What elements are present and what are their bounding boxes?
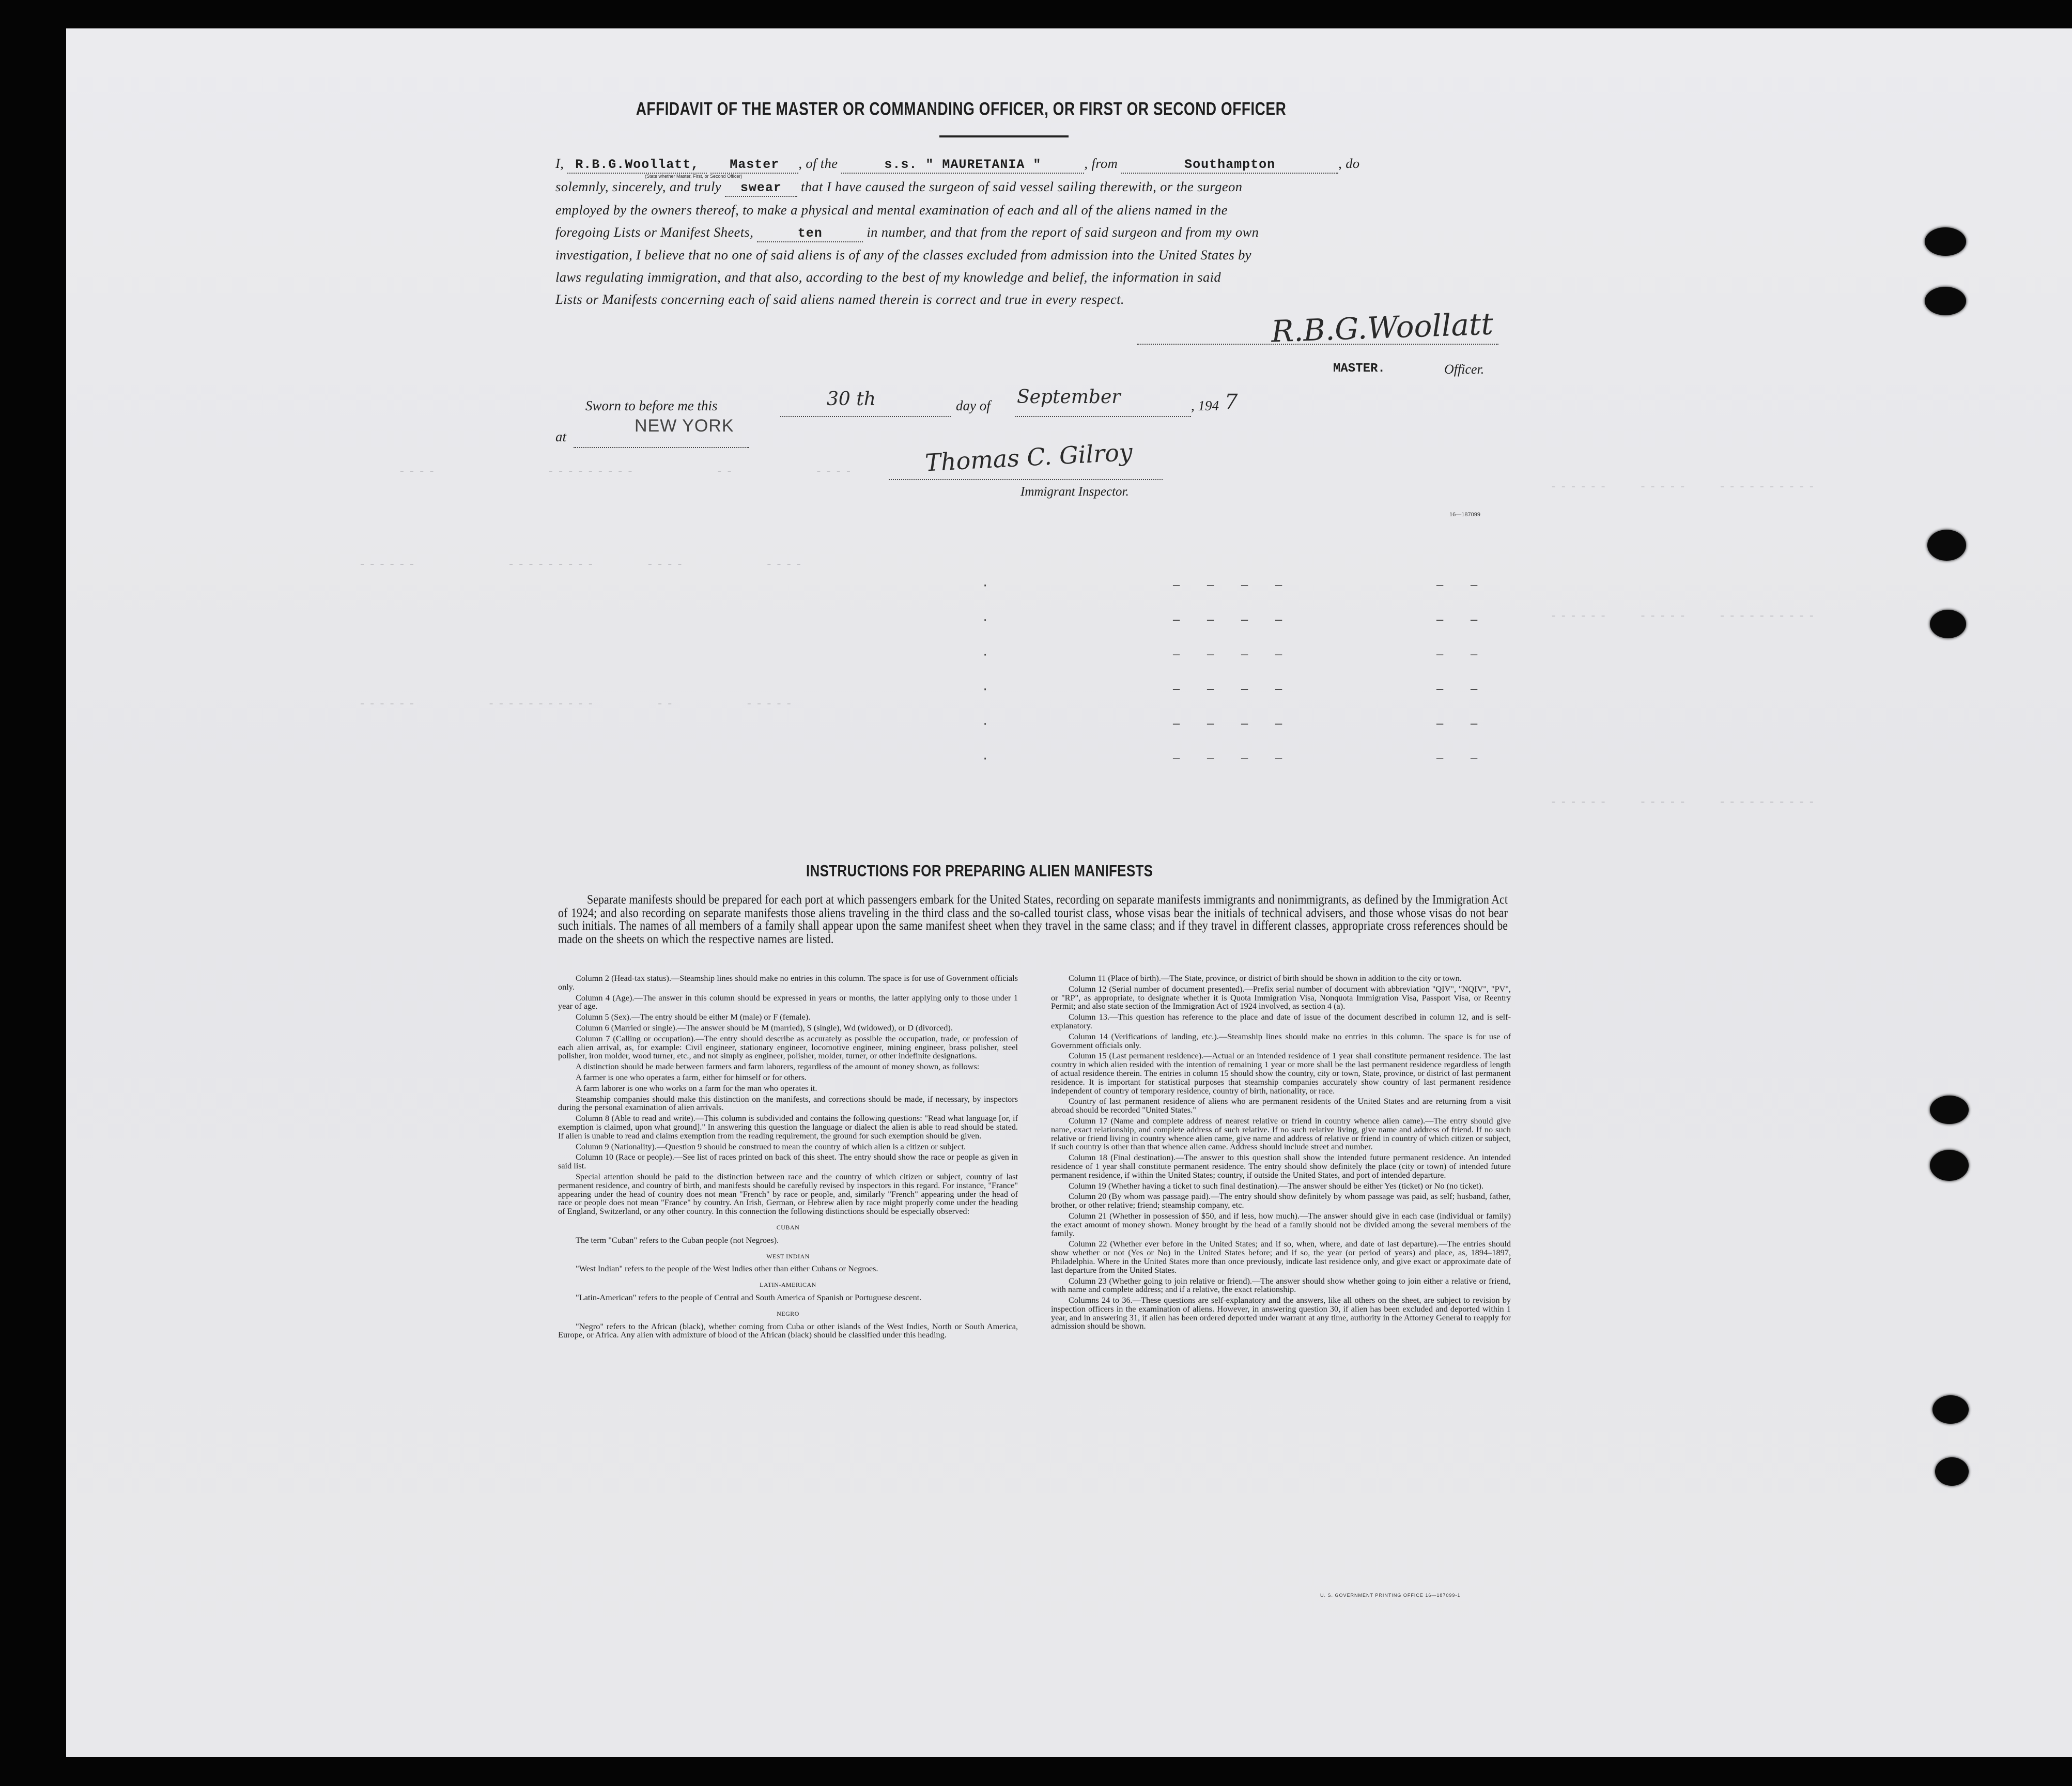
instruction-paragraph: "Negro" refers to the African (black), whether coming from Cuba or other islands of the West Indies, North or South America, Europe, or Africa. Any alien with admixture of blood of the African (black) should be classified under this heading. <box>558 1321 1018 1340</box>
instruction-paragraph: Column 14 (Verifications of landing, etc.).—Steamship lines should make no entries in this column. The space is for use of Government officials only. <box>1051 1031 1511 1050</box>
instruction-paragraph: Column 23 (Whether going to join relative or friend).—The answer should show whether going to join either a relative or friend, with name and complete address; and if a relative, the exact relationship. <box>1051 1275 1511 1295</box>
section-heading: NEGRO <box>777 1310 799 1317</box>
instructions-left-column <box>558 974 1018 1342</box>
title-rule <box>939 135 1069 137</box>
instruction-paragraph: Column 8 (Able to read and write).—This column is subdivided and contains the following questions: "Read what language [or, if exemption is claimed, upon what ground]." In answering this question the language or dialect the alien is able to read should be stated. If alien is unable to read and claims exemption from the reading requirement, the ground for such exemption should be given. <box>558 1113 1018 1141</box>
instruction-paragraph: Column 20 (By whom was passage paid).—The entry should show definitely by whom passage was paid, as self; husband, father, brother, or other relative; friend; steamship company, etc. <box>1051 1191 1511 1210</box>
inspector-signature: Thomas C. Gilroy <box>924 438 1134 477</box>
master-name-field: R.B.G.Woollatt, <box>567 157 707 174</box>
instruction-paragraph: Column 19 (Whether having a ticket to such final destination).—The answer should be either Yes (ticket) or No (no ticket). <box>1069 1180 1484 1191</box>
dash-marks: — — — — — — — — — — — — — — — — — — — — — — — — <box>1173 579 1282 765</box>
day-of-label: day of <box>956 398 991 413</box>
instruction-paragraph: A distinction should be made between farmers and farm laborers, regardless of the amount of money shown, as follows: <box>576 1061 980 1072</box>
instruction-paragraph: Column 7 (Calling or occupation).—The entry should describe as accurately as possible the occupation, trade, or profession of each alien arrival, as, for example: Civil engineer, stationary engineer, locomotive engineer, mining engineer, brass polisher, steel polisher, iron molder, wood turner, etc., and not simply as engineer, polisher, molder, turner, or other indefinite designations. <box>558 1033 1018 1061</box>
instruction-paragraph: Column 5 (Sex).—The entry should be either M (male) or F (female). <box>576 1012 811 1022</box>
instruction-paragraph: Columns 24 to 36.—These questions are self-explanatory and the answers, like all others on the sheet, are subject to revision by inspection officers in the examination of aliens. However, in answering question 30, if alien has been excluded and deported within 1 year, and in answering 31, if alien has been ordered deported under warrant at any time, authority in the Attorney General to reapply for admission should be shown. <box>1051 1295 1511 1331</box>
sworn-day: 30 th <box>827 389 876 410</box>
place-line <box>574 447 749 448</box>
dash-marks: · · · · · · <box>982 579 989 765</box>
punch-hole <box>1925 287 1966 315</box>
inspector-title: Immigrant Inspector. <box>1020 485 1129 499</box>
instruction-paragraph: "West Indian" refers to the people of the West Indies other than either Cubans or Negroes. <box>576 1264 878 1274</box>
punch-hole <box>1935 1457 1969 1486</box>
instruction-paragraph: Column 18 (Final destination).—The answer to this question shall show the intended future permanent residence. An intended residence of 1 year shall constitute permanent residence. The entry should show definitely the place (city or town) of intended future permanent residence, if within the United States; country, if outside the United States, and port of intended departure. <box>1051 1152 1511 1180</box>
bleed-through: ---- --------- -- ---- <box>289 465 855 478</box>
punch-hole <box>1930 1150 1969 1181</box>
instruction-paragraph: Column 12 (Serial number of document presented).—Prefix serial number of document with abbreviation "QIV", "NQIV", "PV", or "RP", as appropriate, to designate whether it is Quota Immigration Visa, Nonquota Immigration Visa, Passport Visa, or Reentry Permit; and also state section of the Immigration Act of 1924 involved, as section 4 (a). <box>1051 983 1511 1011</box>
affidavit-line-1: I, R.B.G.Woollatt, Master , of the s.s. " MAURETANIA " , from Southampton , do <box>555 152 1506 175</box>
section-heading: WEST INDIAN <box>766 1252 810 1260</box>
vessel-field: s.s. " MAURETANIA " <box>841 157 1084 174</box>
instruction-paragraph: The term "Cuban" refers to the Cuban people (not Negroes). <box>576 1235 779 1245</box>
punch-hole <box>1930 610 1966 638</box>
form-number: 16—187099 <box>1449 512 1480 518</box>
instruction-paragraph: Column 21 (Whether in possession of $50, and if less, how much).—The answer should give in each case (individual or family) the exact amount of money shown. Money brought by the head of a family should not be divided among the several members of the family. <box>1051 1210 1511 1238</box>
sworn-month: September <box>1017 387 1121 408</box>
section-heading: LATIN-AMERICAN <box>760 1281 816 1289</box>
sheet-count-field: ten <box>757 226 863 242</box>
dash-marks: — — — — — — — — — — — — <box>1436 579 1478 765</box>
instruction-paragraph: "Latin-American" refers to the people of Central and South America of Spanish or Portuguese descent. <box>576 1292 922 1302</box>
printing-office-imprint: U. S. GOVERNMENT PRINTING OFFICE 16—187099-1 <box>1320 1593 1461 1598</box>
instructions-title: INSTRUCTIONS FOR PREPARING ALIEN MANIFESTS <box>806 861 1153 880</box>
master-signature: R.B.G.Woollatt <box>1270 306 1494 349</box>
day-line <box>780 416 951 417</box>
bleed-through: ------ ----- ---------- <box>1550 796 1818 809</box>
affidavit-line-2: solemnly, sincerely, and truly swear that I have caused the surgeon of said vessel sailing therewith, or the surgeon <box>555 176 1506 198</box>
affidavit-line-6: laws regulating immigration, and that also, according to the best of my knowledge and belief, the information in said <box>555 269 1221 285</box>
officer-label: Officer. <box>1444 362 1485 377</box>
instruction-paragraph: Column 9 (Nationality).—Question 9 should be construed to mean the country of which alien is a citizen or subject. <box>576 1141 966 1151</box>
instruction-paragraph: Column 22 (Whether ever before in the United States; and if so, when, where, and date of last departure).—The entries should show whether or not (Yes or No) in the United States before; and if so, the year (or period of years) and place, as, 1894–1897, Philadelphia. Where in the United States more than once previously, indicate last residence only, and give exact or approximate date of last departure from the United States. <box>1051 1239 1511 1275</box>
at-label: at <box>555 429 567 444</box>
bleed-through: ------ ----- ---------- <box>1550 481 1818 494</box>
affidavit-line-7: Lists or Manifests concerning each of said aliens named therein is correct and true in every respect. <box>555 291 1124 307</box>
year-prefix: , 194 <box>1191 398 1219 413</box>
port-field: Southampton <box>1121 157 1338 174</box>
affidavit-line-3: employed by the owners thereof, to make a physical and mental examination of each and all of the aliens named in the <box>555 202 1228 218</box>
rank-note: (State whether Master, First, or Second Officer) <box>645 174 743 179</box>
affidavit-line-5: investigation, I believe that no one of said aliens is of any of the classes excluded from admission into the United States by <box>555 247 1251 263</box>
instruction-paragraph: Column 11 (Place of birth).—The State, province, or district of birth should be shown in addition to the city or town. <box>1069 973 1462 983</box>
instruction-paragraph: Column 15 (Last permanent residence).—Actual or an intended residence of 1 year shall constitute permanent residence. The last country in which alien resided with the intention of remaining 1 year or more shall be the last permanent residence regardless of length of actual residence therein. The entries in column 15 should show the country, city or town, State, province, or district of last permanent residence. It is important for statistical purposes that steamship companies accurately show country of last permanent residence independent of country of temporary residence, country of birth, nationality, or race. <box>1051 1051 1511 1096</box>
inspector-signature-line <box>889 479 1163 480</box>
bleed-through: ------ ----- ---------- <box>1550 610 1818 623</box>
bleed-through: ------ --------- ---- ---- <box>289 558 806 571</box>
instruction-paragraph: Column 13.—This question has reference to the place and date of issue of the document described in column 12, and is self-explanatory. <box>1051 1012 1511 1030</box>
instruction-paragraph: Column 2 (Head-tax status).—Steamship lines should make no entries in this column. The space is for use of Government officials only. <box>558 973 1018 992</box>
instruction-paragraph: Column 17 (Name and complete address of nearest relative or friend in country whence alien came).—The entry should give name, exact relationship, and complete address of such relative. If no such relative living, give name and address of friend. If no such relative or friend living in country whence alien came, give name and address of relative or friend in country of which citizen or subject, if such country is other than that whence alien came. Address should include street and number. <box>1051 1115 1511 1152</box>
oath-field: swear <box>725 180 797 197</box>
punch-hole <box>1925 227 1966 256</box>
affidavit-line-4: foregoing Lists or Manifest Sheets, ten in number, and that from the report of said surgeon and from my own <box>555 221 1506 243</box>
rank-field: Master <box>710 157 798 174</box>
instructions-right-column <box>1051 974 1511 1333</box>
instruction-paragraph: A farm laborer is one who works on a farm for the man who operates it. <box>576 1083 817 1093</box>
year-digit: 7 <box>1225 390 1238 414</box>
instruction-paragraph: Column 4 (Age).—The answer in this column should be expressed in years or months, the latter applying only to those under 1 year of age. <box>558 992 1018 1011</box>
instruction-paragraph: Column 6 (Married or single).—The answer should be M (married), S (single), Wd (widowed), or D (divorced). <box>576 1022 953 1033</box>
punch-hole <box>1932 1395 1969 1424</box>
instruction-paragraph: Steamship companies should make this distinction on the manifests, and corrections should be made, if necessary, by inspectors during the personal examination of alien arrivals. <box>558 1094 1018 1113</box>
sworn-place: NEW YORK <box>635 416 734 436</box>
punch-hole <box>1927 530 1966 561</box>
instructions-intro: Separate manifests should be prepared for each port at which passengers embark for the United States, recording on separate manifests immigrants and nonimmigrants, as defined by the Immigration Act of 1924; and also recording on separate manifests those aliens traveling in the third class and the so-called tourist class, whose visas bear the initials of technical advisers, and those whose visas do not bear such initials. The names of all members of a family shall appear upon the same manifest sheet when they travel in the same class; and if they travel in different classes, appropriate cross references should be made on the sheets on which the respective names are listed. <box>558 891 1508 946</box>
punch-hole <box>1930 1096 1969 1124</box>
instruction-paragraph: A farmer is one who operates a farm, either for himself or for others. <box>576 1072 807 1082</box>
instruction-paragraph: Column 10 (Race or people).—See list of races printed on back of this sheet. The entry should show the race or people as given in said list. <box>558 1152 1018 1171</box>
bleed-through: ------ ----------- -- ----- <box>289 698 796 711</box>
month-line <box>1015 416 1191 417</box>
affidavit-title: AFFIDAVIT OF THE MASTER OR COMMANDING OFFICER, OR FIRST OR SECOND OFFICER <box>636 99 1287 119</box>
instruction-paragraph: Country of last permanent residence of aliens who are permanent residents of the United States and are returning from a visit abroad should be recorded "United States." <box>1051 1096 1511 1115</box>
sworn-text: Sworn to before me this <box>585 398 718 413</box>
instruction-paragraph: Special attention should be paid to the distinction between race and the country of which citizen or subject, country of last permanent residence, and country of birth, and manifests should be carefully revised by inspectors in this regard. For instance, "France" appearing under the head of country does not mean "French" by race or people, and, similarly "French" appearing under the head of race or people does not mean "France" by country. An Irish, German, or Hebrew alien by race might properly come under the heading of England, Switzerland, or any other country. In this connection the following distinctions should be especially observed: <box>558 1171 1018 1217</box>
section-heading: CUBAN <box>776 1223 800 1231</box>
signer-title: MASTER. <box>1333 362 1385 376</box>
